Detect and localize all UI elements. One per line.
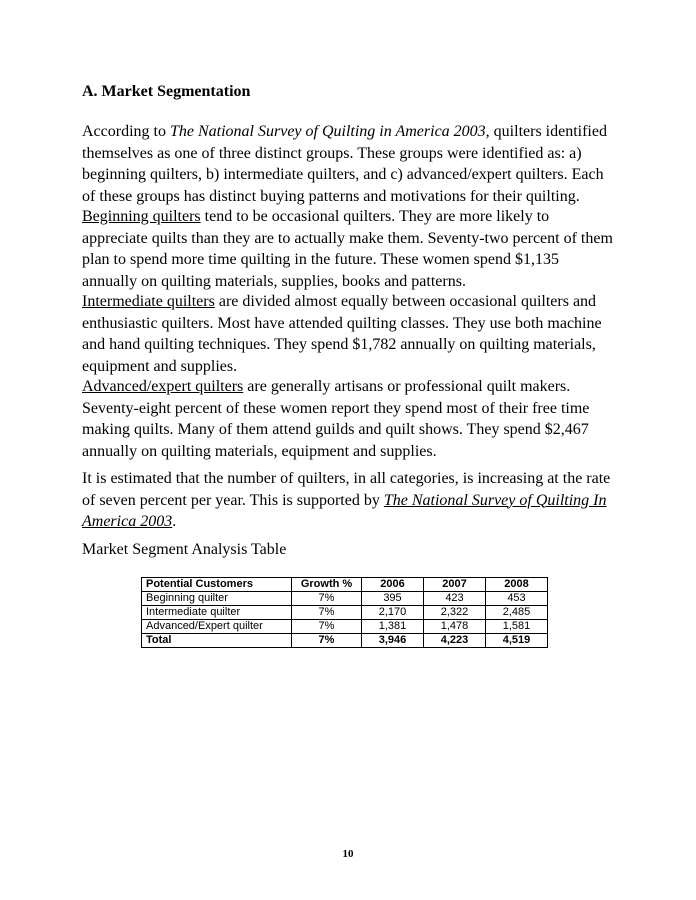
survey-title: The National Survey of Quilting in America 2003 [169,123,486,140]
cell-2008: 453 [486,592,548,606]
cell-2008: 2,485 [486,606,548,620]
page-number: 10 [342,848,354,860]
intermediate-text: are divided almost equally between occasional quilters and enthusiastic quilters. Most have attended quilting classes. They use both machine and hand quilting techniques. They spend $1,782 annually on quilting materials, equipment and supplies. [82,293,602,375]
market-segment-table [141,577,548,648]
beginning-text: tend to be occasional quilters. They are more likely to appreciate quilts than they are to actually make them. Seventy-two percent of them plan to spend more time quilting in the future. These women spend $1,135 annually on quilting materials, supplies, books and patterns. [82,208,613,290]
table-row [142,592,548,606]
table-caption: Market Segment Analysis Table [82,541,287,558]
header-2006: 2006 [362,578,424,592]
cell-growth: 7% [292,606,362,620]
header-growth: Growth % [292,578,362,592]
growth-text-end: . [172,513,177,530]
header-2008: 2008 [486,578,548,592]
cell-growth: 7% [292,620,362,634]
total-label: Total [142,634,292,648]
intro-text-end: , quilters identified themselves as one of three distinct groups. These groups were identified as: a) beginning quilters, b) intermediate quilters, and c) advanced/expert quilters. Each of these groups has distinct buying patterns and motivations for their quilting. [82,123,607,205]
cell-growth: 7% [292,592,362,606]
cell-2007: 423 [424,592,486,606]
paragraph-intro [82,121,617,207]
intro-text-start: According to [82,123,170,140]
section-heading: A. Market Segmentation [82,83,251,100]
total-2008: 4,519 [486,634,548,648]
term-beginning-quilters: Beginning quilters [82,208,201,225]
paragraph-intermediate [82,291,617,377]
cell-2006: 2,170 [362,606,424,620]
table-header-row [142,578,548,592]
cell-2006: 395 [362,592,424,606]
paragraph-advanced [82,376,617,462]
growth-text-start: It is estimated that the number of quilters, in all categories, is increasing at the rate of seven percent per year. This is supported by [82,470,611,509]
paragraph-beginning [82,206,617,292]
total-2007: 4,223 [424,634,486,648]
table-total-row [142,634,548,648]
header-2007: 2007 [424,578,486,592]
cell-2007: 1,478 [424,620,486,634]
paragraph-growth [82,468,617,533]
cell-2007: 2,322 [424,606,486,620]
header-potential-customers: Potential Customers [142,578,292,592]
advanced-text: are generally artisans or professional quilt makers. Seventy-eight percent of these women report they spend most of their free time making quilts. Many of them attend guilds and quilt shows. They spend $2,467 annually on quilting materials, equipment and supplies. [82,378,590,460]
cell-segment: Intermediate quilter [142,606,292,620]
term-advanced-quilters: Advanced/expert quilters [82,378,244,395]
cell-2006: 1,381 [362,620,424,634]
term-intermediate-quilters: Intermediate quilters [82,293,215,310]
table-row [142,606,548,620]
total-growth: 7% [292,634,362,648]
cell-2008: 1,581 [486,620,548,634]
survey-title-reference: The National Survey of Quilting In America 2003 [82,491,607,530]
cell-segment: Beginning quilter [142,592,292,606]
table-row [142,620,548,634]
cell-segment: Advanced/Expert quilter [142,620,292,634]
total-2006: 3,946 [362,634,424,648]
